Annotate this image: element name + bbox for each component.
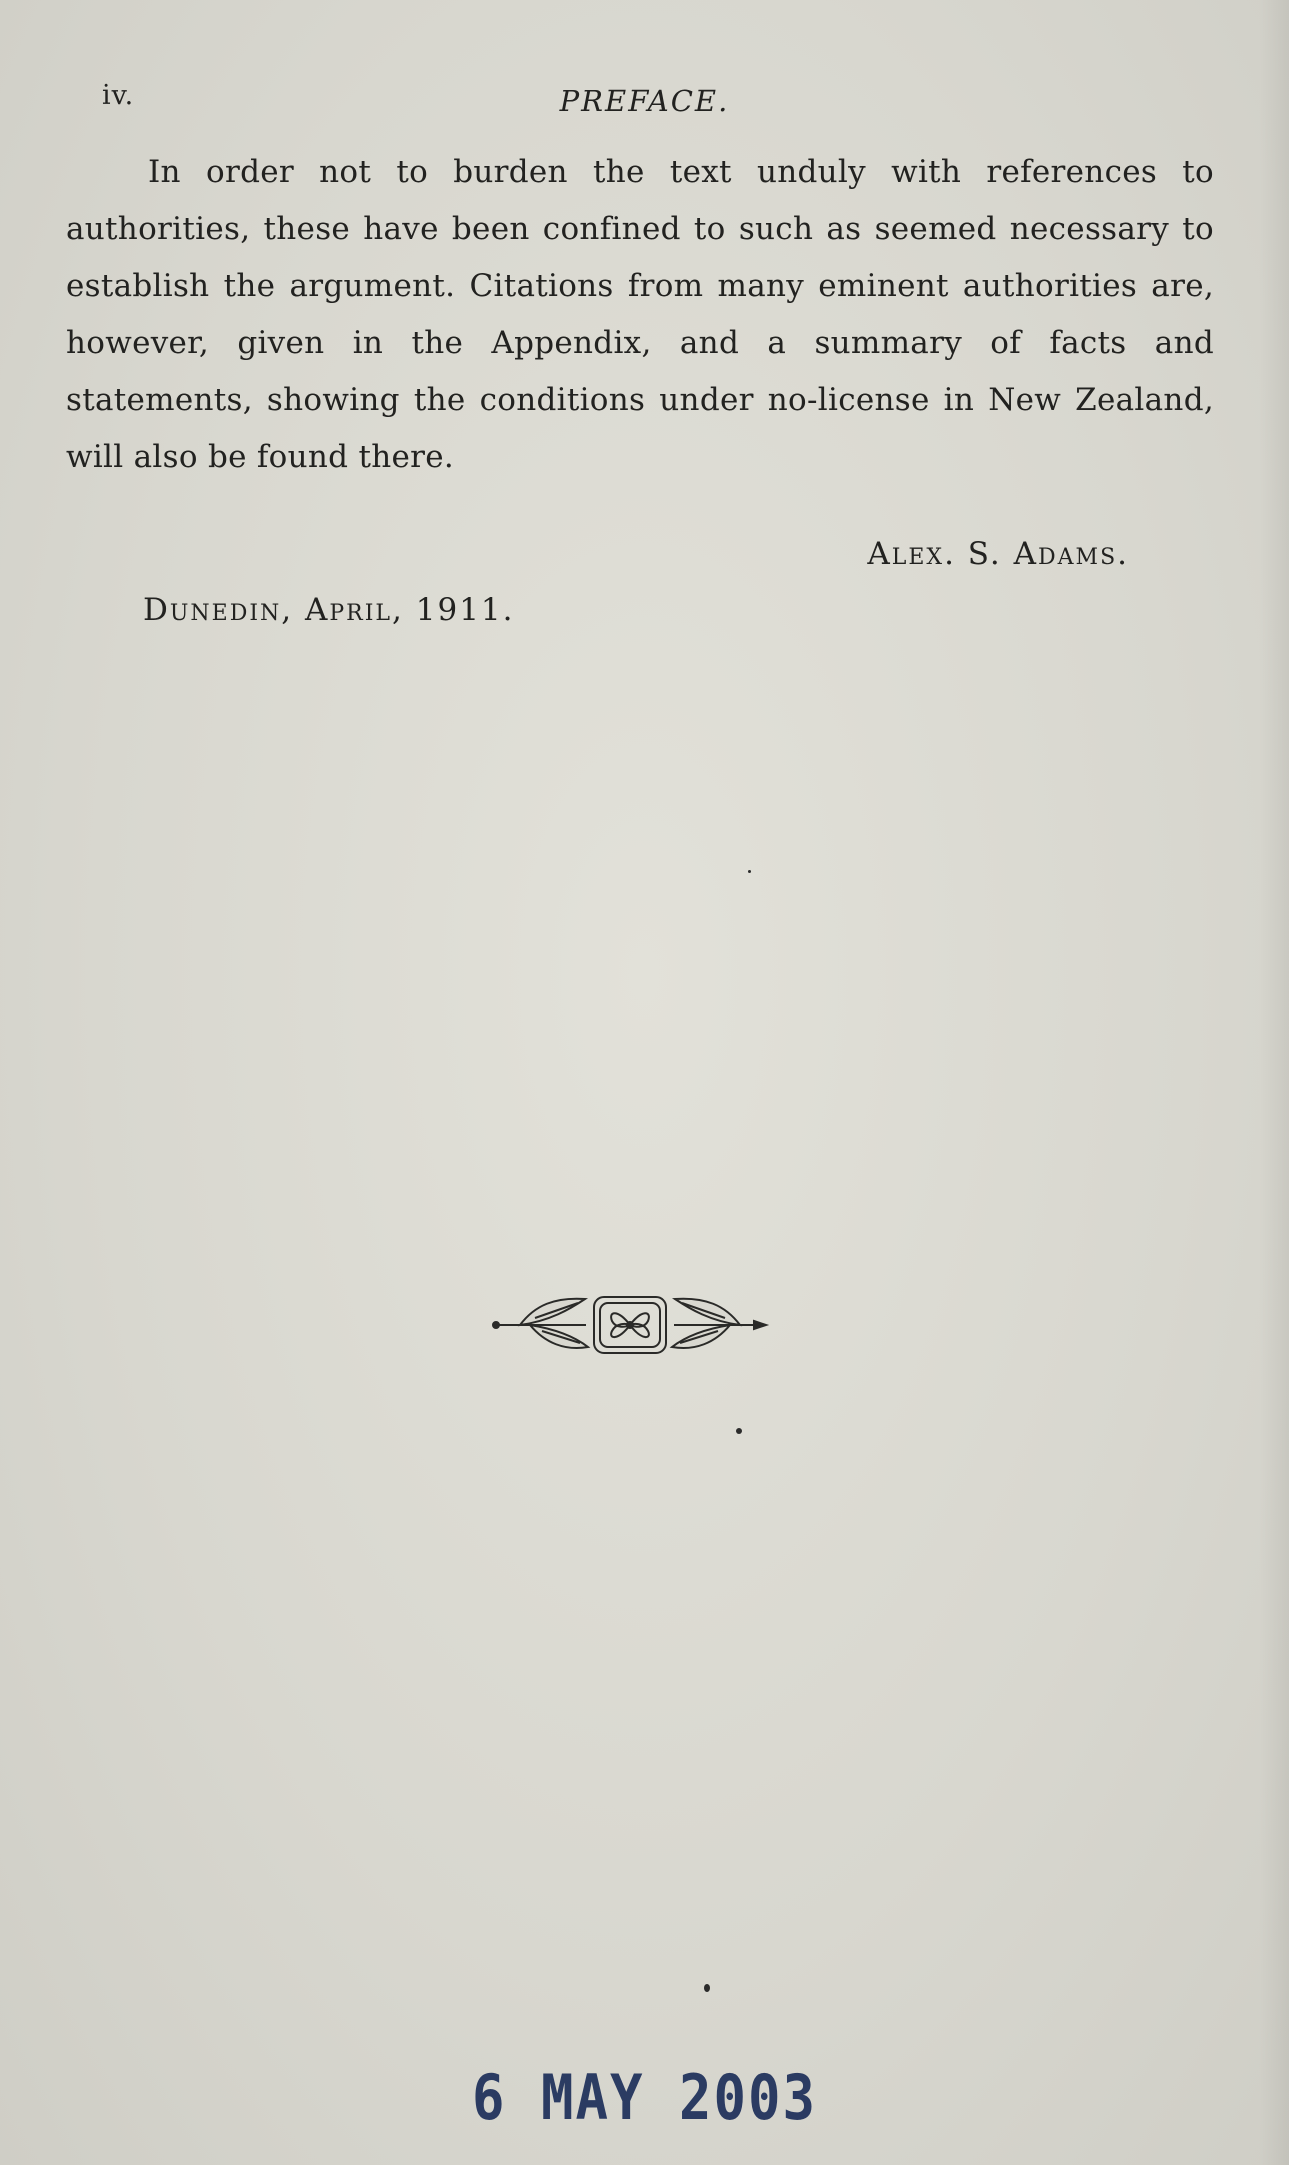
ink-speck xyxy=(748,870,751,873)
date-stamp: 6 MAY 2003 xyxy=(471,2061,818,2134)
ink-speck xyxy=(704,1984,710,1992)
page-edge-shadow xyxy=(1259,0,1289,2165)
preface-paragraph: In order not to burden the text unduly with references to authorities, these have been confined to such as seemed necessary to establish the argument. Citations from many eminent authorities are, however, given in the Appendix, and a summary of facts and statements, showing the conditions under no-license in New Zealand, will also be found there. xyxy=(66,154,1214,475)
ink-speck xyxy=(736,1428,742,1434)
page-number: iv. xyxy=(102,80,135,111)
place-and-date: Dunedin, April, 1911. xyxy=(143,592,515,628)
floral-ornament-icon xyxy=(490,1285,770,1365)
author-signature: Alex. S. Adams. xyxy=(867,536,1129,572)
running-head: PREFACE. xyxy=(559,84,730,118)
